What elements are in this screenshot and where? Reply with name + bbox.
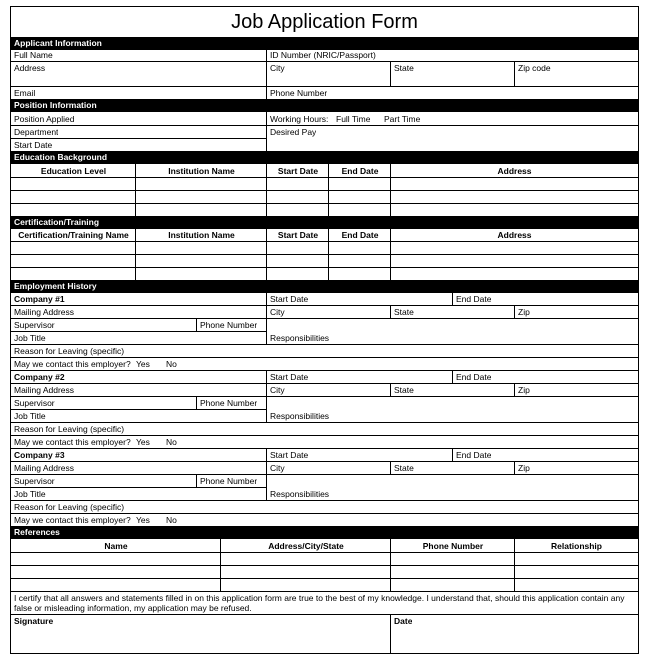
company-3-state[interactable]: State [394, 463, 414, 473]
company-3-mailing[interactable]: Mailing Address [14, 463, 75, 473]
company-1-job-title[interactable]: Job Title [14, 333, 46, 343]
company-3-start-date[interactable]: Start Date [270, 450, 309, 460]
company-3-no[interactable]: No [166, 515, 177, 525]
company-2-state[interactable]: State [394, 385, 414, 395]
company-3-label: Company #3 [14, 450, 65, 460]
cert-col-name: Certification/Training Name [18, 230, 129, 240]
company-1-phone[interactable]: Phone Number [200, 320, 258, 330]
section-certification: Certification/Training [11, 216, 638, 229]
company-1-responsibilities[interactable]: Responsibilities [270, 333, 330, 343]
company-2-label: Company #2 [14, 372, 65, 382]
company-3-responsibilities[interactable]: Responsibilities [270, 489, 330, 499]
company-2-contact-label: May we contact this employer? [14, 437, 131, 447]
edu-col-start: Start Date [277, 166, 319, 176]
certify-statement: I certify that all answers and statements filled in on this application form are true to the best of my knowledge. I understand that, should this application contain any false or misleading information, my application may be refused. [14, 593, 625, 613]
company-2-job-title[interactable]: Job Title [14, 411, 46, 421]
company-2-no[interactable]: No [166, 437, 177, 447]
company-1-label: Company #1 [14, 294, 65, 304]
desired-pay-field[interactable]: Desired Pay [270, 127, 317, 137]
part-time-option[interactable]: Part Time [384, 114, 421, 124]
date-label: Date [394, 616, 413, 626]
company-2-yes[interactable]: Yes [136, 437, 150, 447]
company-3-end-date[interactable]: End Date [456, 450, 492, 460]
edu-col-level: Education Level [40, 166, 107, 176]
working-hours-label: Working Hours: [270, 114, 329, 124]
certification-rows[interactable] [11, 242, 638, 280]
edu-col-end: End Date [341, 166, 379, 176]
company-2-city[interactable]: City [270, 385, 285, 395]
company-1-reason[interactable]: Reason for Leaving (specific) [14, 346, 125, 356]
ref-col-phone: Phone Number [422, 541, 484, 551]
section-references: References [11, 526, 638, 539]
company-1-yes[interactable]: Yes [136, 359, 150, 369]
email-field[interactable]: Email [14, 88, 36, 98]
section-applicant: Applicant Information [11, 37, 638, 50]
company-1-end-date[interactable]: End Date [456, 294, 492, 304]
company-2-supervisor[interactable]: Supervisor [14, 398, 55, 408]
job-application-form [10, 6, 639, 654]
company-2-zip[interactable]: Zip [518, 385, 530, 395]
company-1-start-date[interactable]: Start Date [270, 294, 309, 304]
company-3-phone[interactable]: Phone Number [200, 476, 258, 486]
company-1-city[interactable]: City [270, 307, 285, 317]
position-applied-field[interactable]: Position Applied [14, 114, 75, 124]
full-name-field[interactable]: Full Name [14, 50, 53, 60]
company-3-job-title[interactable]: Job Title [14, 489, 46, 499]
education-rows[interactable] [11, 178, 638, 216]
phone-field[interactable]: Phone Number [270, 88, 328, 98]
company-3-yes[interactable]: Yes [136, 515, 150, 525]
section-employment: Employment History [11, 280, 638, 293]
reference-rows[interactable] [11, 553, 638, 591]
company-3-contact-label: May we contact this employer? [14, 515, 131, 525]
signature-label: Signature [14, 616, 54, 626]
date-field[interactable] [391, 627, 638, 653]
company-1-state[interactable]: State [394, 307, 414, 317]
company-2-phone[interactable]: Phone Number [200, 398, 258, 408]
cert-col-start: Start Date [277, 230, 319, 240]
company-3-city[interactable]: City [270, 463, 285, 473]
company-3-zip[interactable]: Zip [518, 463, 530, 473]
section-education: Education Background [11, 151, 638, 164]
full-time-option[interactable]: Full Time [336, 114, 371, 124]
start-date-field[interactable]: Start Date [14, 140, 53, 150]
company-2-reason[interactable]: Reason for Leaving (specific) [14, 424, 125, 434]
ref-col-address: Address/City/State [268, 541, 344, 551]
address-field[interactable]: Address [14, 63, 46, 73]
zip-field[interactable]: Zip code [518, 63, 551, 73]
cert-col-address: Address [497, 230, 532, 240]
ref-col-name: Name [104, 541, 128, 551]
edu-col-institution: Institution Name [168, 166, 235, 176]
form-title: Job Application Form [231, 11, 418, 33]
company-1-mailing[interactable]: Mailing Address [14, 307, 75, 317]
id-number-field[interactable]: ID Number (NRIC/Passport) [270, 50, 376, 60]
ref-col-relationship: Relationship [550, 541, 602, 551]
company-3-reason[interactable]: Reason for Leaving (specific) [14, 502, 125, 512]
department-field[interactable]: Department [14, 127, 59, 137]
company-1-zip[interactable]: Zip [518, 307, 530, 317]
state-field[interactable]: State [394, 63, 414, 73]
company-3-supervisor[interactable]: Supervisor [14, 476, 55, 486]
company-2-end-date[interactable]: End Date [456, 372, 492, 382]
section-position: Position Information [11, 99, 638, 112]
cert-col-institution: Institution Name [168, 230, 235, 240]
city-field[interactable]: City [270, 63, 285, 73]
edu-col-address: Address [497, 166, 532, 176]
cert-col-end: End Date [341, 230, 379, 240]
signature-field[interactable] [11, 627, 390, 653]
company-2-mailing[interactable]: Mailing Address [14, 385, 75, 395]
company-1-contact-label: May we contact this employer? [14, 359, 131, 369]
company-2-responsibilities[interactable]: Responsibilities [270, 411, 330, 421]
company-2-start-date[interactable]: Start Date [270, 372, 309, 382]
company-1-supervisor[interactable]: Supervisor [14, 320, 55, 330]
company-1-no[interactable]: No [166, 359, 177, 369]
